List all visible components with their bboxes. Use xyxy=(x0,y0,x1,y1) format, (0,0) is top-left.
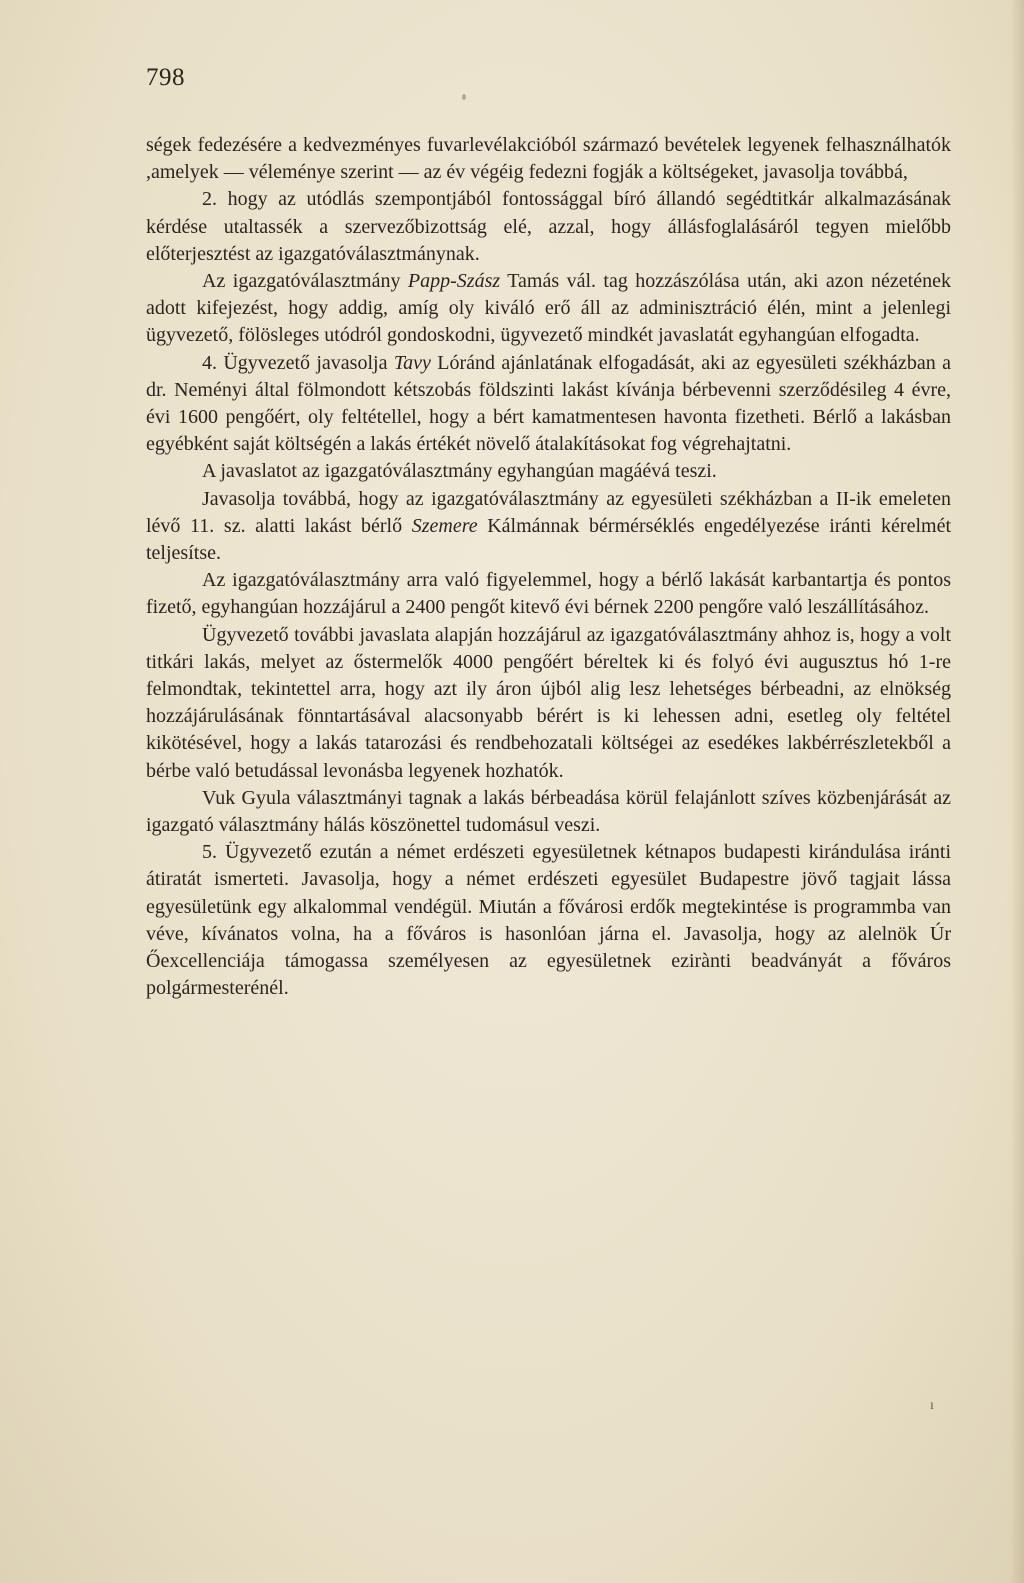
print-speck xyxy=(462,94,466,100)
paragraph-szemere xyxy=(146,486,951,568)
paragraph-papp-szasz xyxy=(146,268,951,350)
text-run: Tamás vál. tag hozzászólása után, aki azon nézetének adott kifejezést, hogy addig, amíg oly kiváló erő áll az adminisztráció élén, mint a jelenlegi ügyvezető, fölösleges utódról gondoskodni, ügyvezető mindkét javaslatát egyhangúan elfogadta. xyxy=(146,270,951,347)
text-run: 4. Ügyvezető javasolja xyxy=(202,351,394,374)
paragraph-point-5: 5. Ügyvezető ezután a német erdészeti egyesületnek kétnapos budapesti kirándulása iránti átiratát ismerteti. Javasolja, hogy a német erdészeti egyesület Budapestre jövő tagjait lássa egyesületünk egy alkalommal vendégül. Miután a fővárosi erdők megtekintése is programmba van véve, kívánatos volna, ha a főváros is hasonlóan járna el. Javasolja, hogy az alelnök Úr Őexcellenciája támogassa személyesen az egyesületnek ezirànti beadványát a főváros polgármesterénél. xyxy=(146,841,951,1000)
paragraph-secretary-flat: Ügyvezető további javaslata alapján hozzájárul az igazgatóválasztmány ahhoz is, hogy a volt titkári lakás, melyet az őstermelők 4000 pengőért béreltek ki és folyó évi augusztus hó 1-re felmondtak, tekintettel arra, hogy azt ily áron újból alig lesz lehetséges bérbeadni, az elnökség hozzájárulásának fönntartásával alacsonyabb bérért is ki lehessen adni, esetleg oly feltétel kikötésével, hogy a lakás tatarozási és rendbehozatali költségei az esedékes lakbérrészletekből a bérbe való betudással levonásba legyenek hozhatók. xyxy=(146,623,951,782)
margin-mark: ı xyxy=(930,1398,934,1413)
body-text xyxy=(146,132,951,1003)
paragraph-continuation: ségek fedezésére a kedvezményes fuvarlevélakcióból származó bevételek legyenek felhasználhatók ,amelyek — véleménye szerint — az év végéig fedezni fogják a költségeket, javasolja továbbá, xyxy=(146,134,951,184)
person-name-italic: Szemere xyxy=(411,514,478,537)
text-run: Az igazgatóválasztmány xyxy=(202,270,408,293)
person-name-italic: Tavy xyxy=(393,351,431,374)
text-run: Javasolja továbbá, hogy az igazgatóválasztmány az egyesületi székházban a II-ik emeleten lévő 11. sz. alatti lakást bérlő xyxy=(146,487,951,537)
page-edge-shadow xyxy=(1010,0,1024,1583)
text-run: Kálmánnak bérmérséklés engedélyezése iránti kérelmét teljesítse. xyxy=(146,514,951,565)
paragraph-point-2: 2. hogy az utódlás szempontjából fontossággal bíró állandó segédtitkár alkalmazásának kérdése utaltassék a szervezőbizottság elé, azzal, hogy állásfoglalásáról tegyen mielőbb előterjesztést az igazgatóválasztmánynak. xyxy=(146,188,951,265)
paragraph-decision: A javaslatot az igazgatóválasztmány egyhangúan magáévá teszi. xyxy=(202,460,717,483)
paragraph-vuk-gyula: Vuk Gyula választmányi tagnak a lakás bérbeadása körül felajánlott szíves közbenjárását az igazgató választmány hálás köszönettel tudomásul veszi. xyxy=(146,786,951,837)
page-number: 798 xyxy=(146,64,185,91)
text-run: Lóránd ajánlatának elfogadását, aki az egyesületi székházban a dr. Neményi által fölmondott kétszobás földszinti lakást kívánja bérbevenni szerződésileg 4 évre, évi 1600 pengőért, oly feltétellel, hogy a bért kamatmentesen havonta fizetheti. Bérlő a lakásban egyébként saját költségén a lakás értékét növelő átalakításokat fog végrehajtatni. xyxy=(146,351,951,456)
person-name-italic: Papp-Szász xyxy=(407,270,501,293)
paragraph-rent-reduction: Az igazgatóválasztmány arra való figyelemmel, hogy a bérlő lakását karbantartja és pontos fizető, egyhangúan hozzájárul a 2400 pengőt kitevő évi bérnek 2200 pengőre való leszállításához. xyxy=(146,569,951,619)
paragraph-point-4 xyxy=(146,350,951,459)
